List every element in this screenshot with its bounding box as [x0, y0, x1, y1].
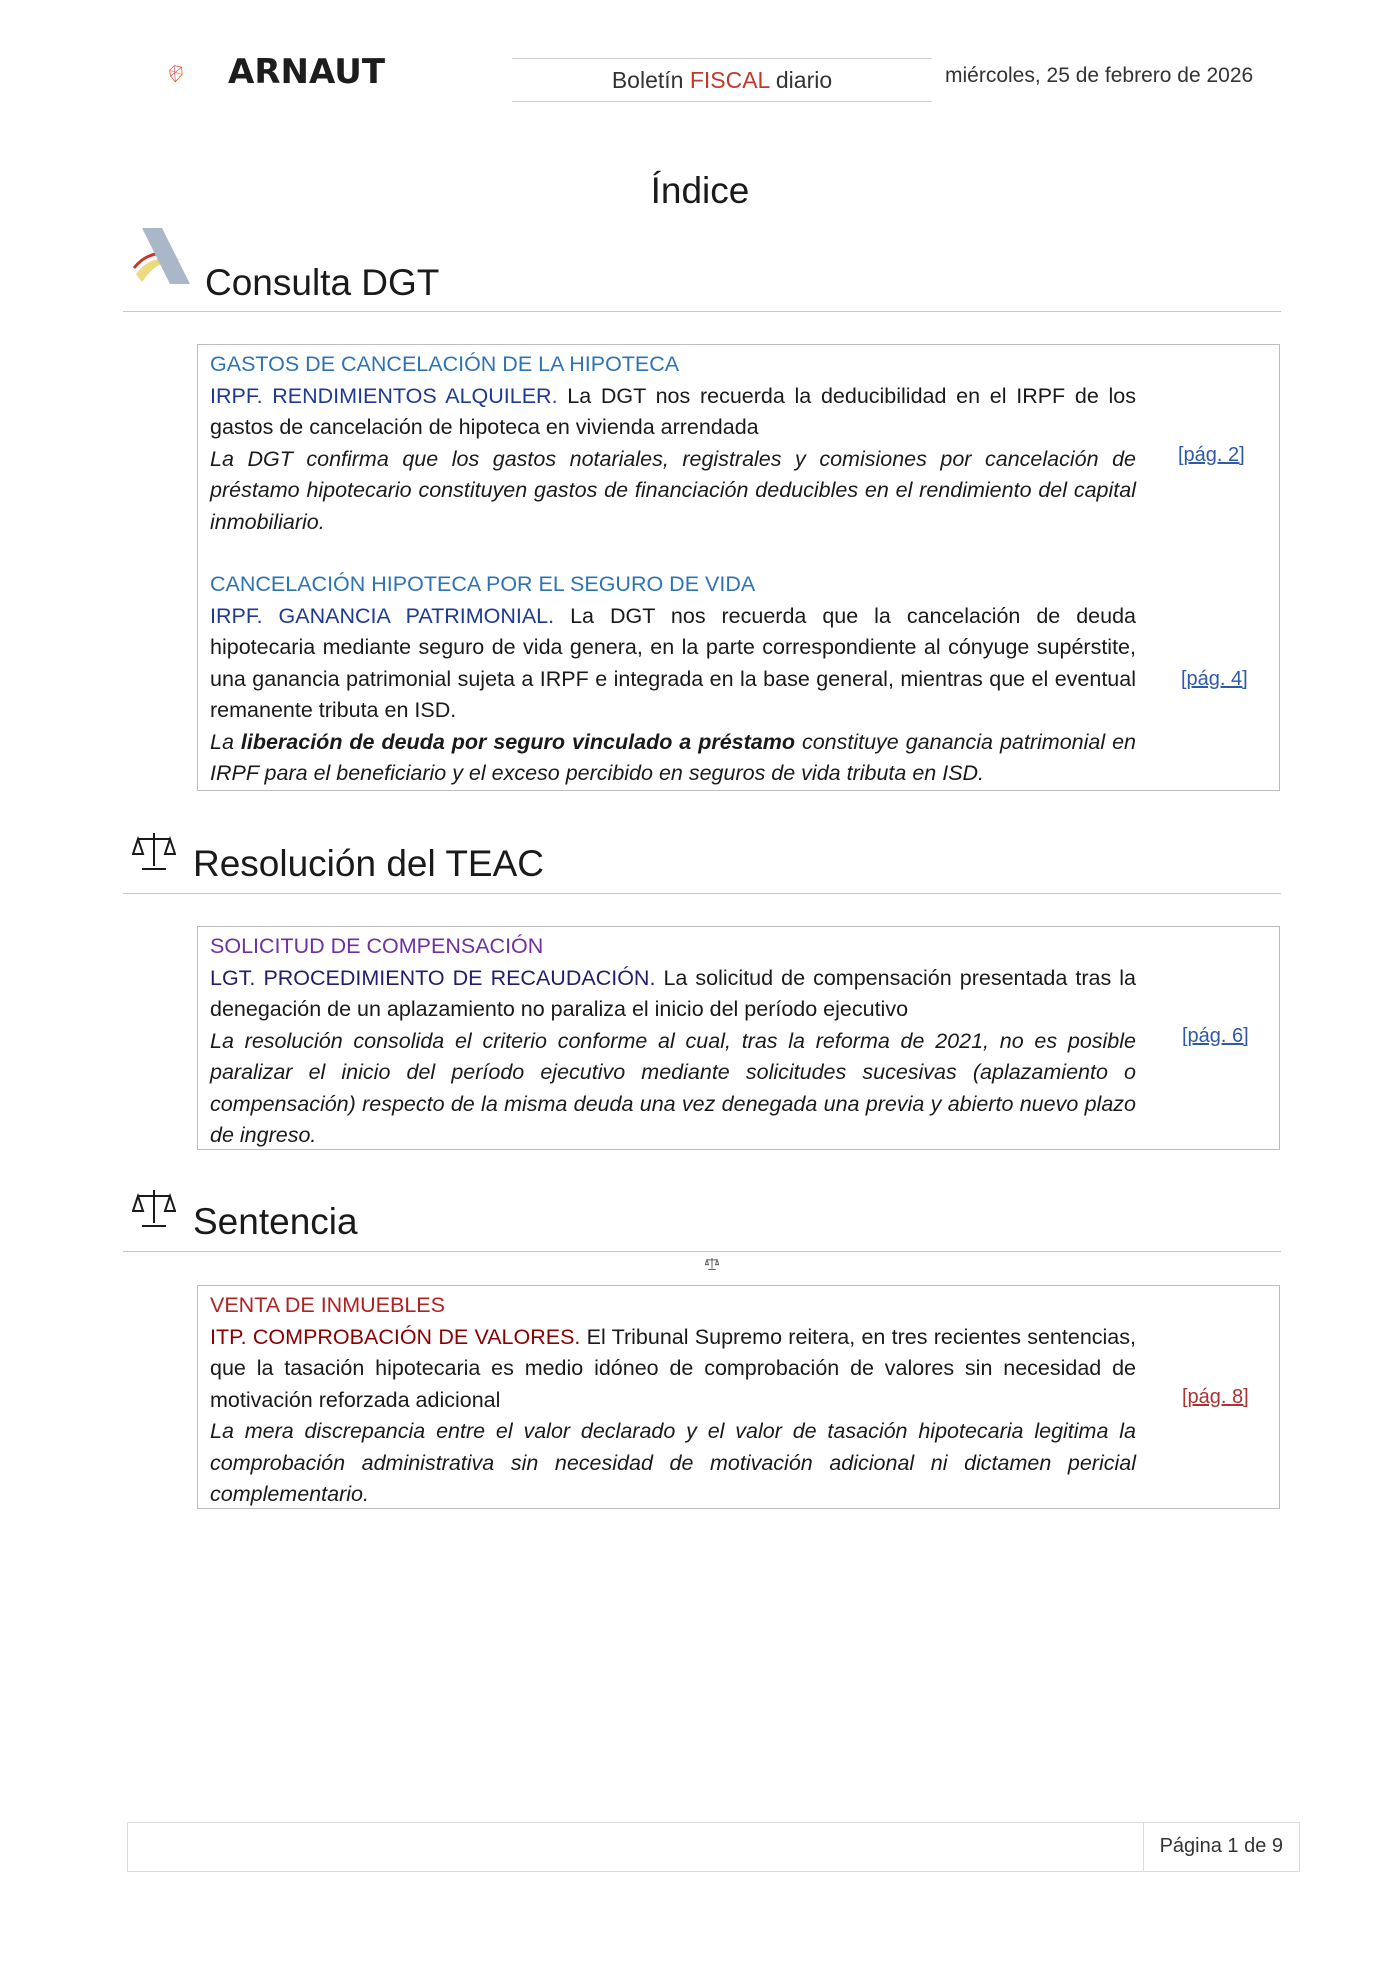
bulletin-date: miércoles, 25 de febrero de 2026: [945, 64, 1254, 87]
arnaut-logo-icon: [168, 38, 228, 110]
index-title: Índice: [650, 170, 750, 211]
entry-heading: IRPF. RENDIMIENTOS ALQUILER.: [210, 383, 558, 408]
section-title-teac: Resolución del TEAC: [193, 843, 544, 884]
brand-name: ARNAUT: [228, 52, 386, 92]
entry-summary: La DGT confirma que los gastos notariales, registrales y comisiones por cancelación de préstamo hipotecario constituyen gastos de financiación deducibles en el rendimiento del capital inmobiliario.: [210, 446, 1136, 534]
entry-summary: La mera discrepancia entre el valor declarado y el valor de tasación hipotecaria legitima la comprobación administrativa sin necesidad de motivación adicional ni dictamen pericial complementario.: [210, 1419, 1136, 1506]
entry-box-teac: [197, 926, 1280, 1150]
bulletin-title-fiscal: FISCAL: [689, 67, 770, 93]
bulletin-title-pre: Boletín: [611, 67, 690, 93]
section-divider: [123, 311, 1281, 312]
entry-body: La DGT nos recuerda que la cancelación de deuda hipotecaria mediante seguro de vida genera, en la parte correspondiente al cónyuge supérstite, una ganancia patrimonial sujeta a IRPF e integrada en la base general, mientras que el eventual remanente tributa en ISD.: [210, 603, 1137, 722]
entry-category: CANCELACIÓN HIPOTECA POR EL SEGURO DE VIDA: [210, 572, 756, 596]
entry-summary-post: constituye ganancia patrimonial en IRPF para el beneficiario y el exceso percibido en seguros de vida tributa en ISD.: [210, 729, 1136, 785]
footer-divider: [1143, 1823, 1144, 1871]
entry-body: La solicitud de compensación presentada tras la denegación de un aplazamiento no paraliza el inicio del período ejecutivo: [210, 965, 1136, 1021]
list-item: [210, 1290, 1136, 1511]
entry-body: La DGT nos recuerda la deducibilidad en el IRPF de los gastos de cancelación de hipoteca en vivienda arrendada: [210, 383, 1136, 439]
entry-summary-pre: La: [210, 729, 241, 754]
entry-summary-bold: liberación de deuda por seguro vinculado a préstamo: [240, 729, 795, 754]
entry-heading: IRPF. GANANCIA PATRIMONIAL.: [210, 603, 555, 628]
entry-summary: [210, 727, 1136, 790]
entry-summary: La resolución consolida el criterio conforme al cual, tras la reforma de 2021, no es posible paralizar el inicio del período ejecutivo mediante solicitudes sucesivas (aplazamiento o compensación) respecto de la misma deuda una vez denegada una previa y abierto nuevo plazo de ingreso.: [210, 1028, 1136, 1147]
section-divider: [123, 1251, 1281, 1252]
page-link[interactable]: [pág. 8]: [1182, 1386, 1249, 1408]
entry-body: El Tribunal Supremo reitera, en tres recientes sentencias, que la tasación hipotecaria es medio idóneo de comprobación de valores sin necesidad de motivación reforzada adicional: [210, 1324, 1136, 1412]
entry-box-dgt: [197, 344, 1280, 791]
list-item: [210, 569, 1136, 790]
page-link[interactable]: [pág. 6]: [1182, 1025, 1249, 1047]
section-divider: [123, 893, 1281, 894]
tax-agency-logo-icon: [128, 224, 200, 290]
page-footer: [127, 1822, 1300, 1872]
small-scales-icon: [705, 1257, 719, 1271]
scales-icon: [132, 830, 176, 874]
section-title-sentencia: Sentencia: [193, 1201, 358, 1242]
bulletin-title: [512, 58, 932, 102]
page-number: Página 1 de 9: [1159, 1835, 1283, 1857]
entry-heading: ITP. COMPROBACIÓN DE VALORES.: [210, 1324, 581, 1349]
list-item: [210, 931, 1136, 1152]
section-title-consulta-dgt: Consulta DGT: [205, 262, 440, 303]
entry-category: SOLICITUD DE COMPENSACIÓN: [210, 934, 544, 958]
bulletin-title-post: diario: [769, 67, 833, 93]
entry-heading: LGT. PROCEDIMIENTO DE RECAUDACIÓN.: [210, 965, 656, 990]
page-link[interactable]: [pág. 4]: [1181, 668, 1248, 690]
list-item: [210, 349, 1136, 538]
entry-category: GASTOS DE CANCELACIÓN DE LA HIPOTECA: [210, 352, 680, 376]
scales-icon: [132, 1187, 176, 1231]
entry-category: VENTA DE INMUEBLES: [210, 1293, 445, 1317]
page-link[interactable]: [pág. 2]: [1178, 444, 1245, 466]
entry-box-sentencia: [197, 1285, 1280, 1509]
